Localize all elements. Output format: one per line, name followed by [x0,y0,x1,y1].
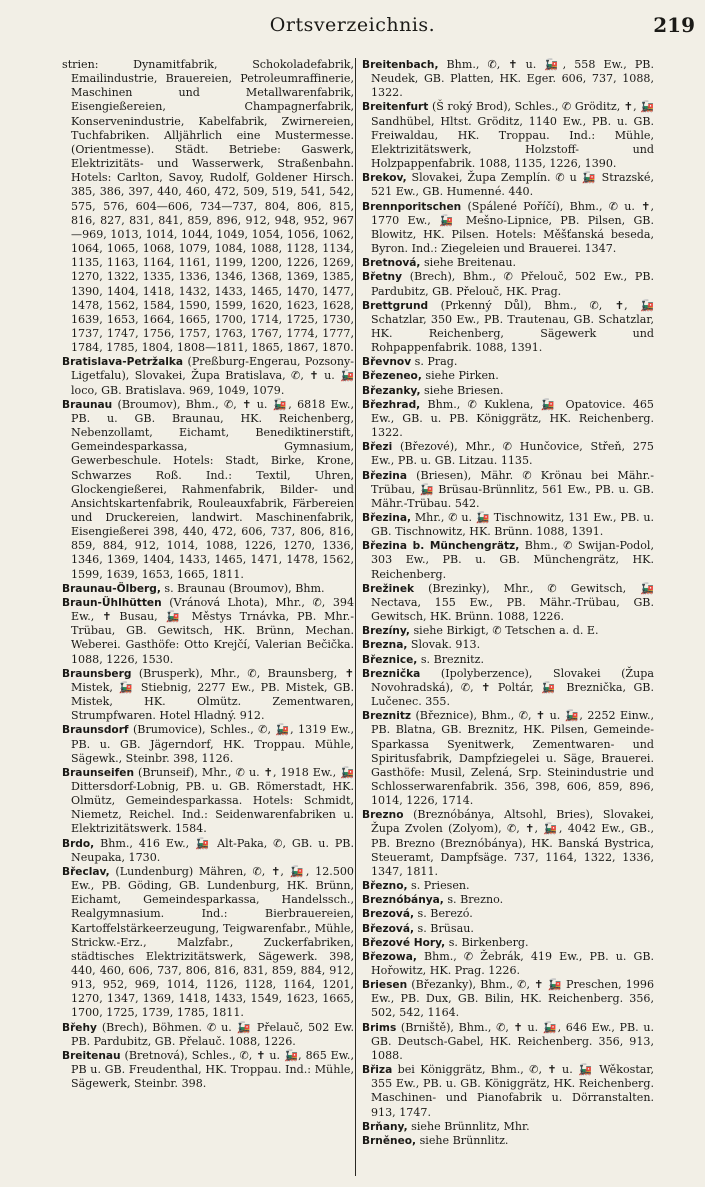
entry-place-name: Braunsberg [62,667,132,680]
entry-description: Bhm., 416 Ew., 🚂 Alt-Paka, ✆, GB. u. PB. Neupaka, 1730. [71,836,354,864]
entry-place-name: Breznóbánya, [362,894,444,907]
entry-description: (Březové), Mhr., ✆ Hunčovice, Střeň, 275 Ew., PB. u. GB. Litzau. 1135. [371,440,654,468]
directory-entry [362,808,654,879]
entry-description: siehe Briesen. [424,383,504,397]
entry-description: s. Prag. [414,355,458,369]
left-column [62,58,354,1176]
entry-description: (Vránová Lhota), Mhr., ✆, 394 Ew., ✝ Busau, 🚂 Městys Trnávka, PB. Mhr.-Trübau, GB. Gewitsch, HK. Brünn, Mechan. Weberei. Gasthöfe: Otto Krejčí, Valerian Bečička. 1088, 1226, 1530. [71,595,354,666]
directory-entry [62,582,354,596]
entry-description: siehe Pirken. [425,369,499,383]
entry-place-name: Bratislava-Petržalka [62,356,184,369]
entry-description: (Prkenný Důl), Bhm., ✆, ✝, 🚂 Schatzlar, 350 Ew., PB. Trautenau, GB. Schatzlar, HK. Reichenberg, Sägewerk und Rohpappenfabrik. 1088, 1391. [371,298,654,355]
directory-entry [362,1063,654,1120]
directory-entry [362,200,654,257]
directory-entry [62,58,354,355]
directory-entry [362,936,654,950]
directory-entry [62,865,354,1021]
directory-entry [62,1049,354,1091]
entry-description: (Březnice), Bhm., ✆, ✝ u. 🚂, 2252 Einw., PB. Blatna, GB. Breznitz, HK. Pilsen, Gemeinde-Sparkassa Syenitwerk, Zementwaren- und Spiritusfabrik, Dampfziegelei u. Säge, Brauerei. Gasthöfe: Musil, Zelená, Srp. Steinindustrie und Schlosserwarenfabrik. 356, 398, 606, 859, 896, 1014, 1226, 1714. [371,709,654,808]
directory-entry [362,1120,654,1134]
directory-entry [362,270,654,298]
entry-place-name: Briesen [362,979,408,992]
entry-description: Bhm., ✆ Žebrák, 419 Ew., PB. u. GB. Hořowitz, HK. Prag. 1226. [371,949,654,977]
directory-entry [362,398,654,440]
directory-entry [362,624,654,638]
entry-description: siehe Breitenau. [423,256,517,270]
directory-entry [362,653,654,667]
entry-description: (Brusperk), Mhr., ✆, Braunsberg, ✝ Mistek, 🚂 Stiebnig, 2277 Ew., PB. Mistek, GB. Mistek, HK. Olmütz. Zementwaren, Strumpfwaren. Hotel Hladný. 912. [71,666,354,723]
entry-description: strien: Dynamitfabrik, Schokoladefabrik, Emailindustrie, Brauereien, Petroleumraffinerie, Maschinen und Metallwarenfabrik, Eisengießereien, Champagnerfabrik, Konservenindustrie, Kabelfabrik, Zwirnereien, Tuchfabriken. Alljährlich eine Mustermesse. (Orientmesse). Städt. Betriebe: Gaswerk, Elektrizitäts- und Wasserwerk, Straßenbahn. Hotels: Carlton, Savoy, Rudolf, Goldener Hirsch. 385, 386, 397, 440, 460, 472, 509, 519, 541, 542, 575, 576, 604—606, 734—737, 804, 806, 815, 816, 827, 831, 841, 859, 896, 912, 948, 952, 967—969, 1013, 1014, 1044, 1049, 1054, 1056, 1062, 1064, 1065, 1068, 1079, 1084, 1088, 1128, 1134, 1135, 1163, 1164, 1161, 1199, 1200, 1226, 1269, 1270, 1322, 1335, 1336, 1346, 1368, 1369, 1385, 1390, 1404, 1418, 1432, 1433, 1465, 1470, 1477, 1478, 1562, 1584, 1590, 1599, 1620, 1623, 1628, 1639, 1653, 1664, 1665, 1700, 1714, 1725, 1730, 1737, 1747, 1756, 1757, 1763, 1767, 1774, 1777, 1784, 1785, 1804, 1808—1811, 1865, 1867, 1870. [62,58,354,355]
entry-description: s. Priesen. [411,879,470,893]
entry-place-name: Brezno [362,809,404,822]
entry-description: siehe Brünnlitz, Mhr. [411,1119,530,1133]
entry-place-name: Brekov, [362,172,407,185]
entry-description: (Bretnová), Schles., ✆, ✝ u. 🚂, 865 Ew., PB u. GB. Freudenthal, HK. Troppau. Ind.: Mühle, Sägewerk, Steinbr. 398. [71,1048,354,1091]
entry-place-name: Brezová, [362,908,415,921]
directory-entry [362,100,654,171]
entry-description: (Broumov), Bhm., ✆, ✝ u. 🚂, 6818 Ew., PB. u. GB. Braunau, HK. Reichenberg, Nebenzollamt, Eichamt, Benediktinerstift, Gemeindesparkassa, Gymnasium, Gewerbeschule. Hotels: Stadt, Birke, Krone, Schwarzes Roß. Ind.: Textil, Uhren, Glockengießerei, Rahmenfabrik, Bilder- und Ansichtskartenfabrik, Rouleauxfabrik, Färbereien und Druckereien, landwirt. Maschinenfabrik, Eisengießerei 398, 440, 472, 606, 737, 806, 816, 859, 884, 912, 1014, 1088, 1226, 1270, 1336, 1346, 1369, 1404, 1433, 1465, 1471, 1478, 1562, 1599, 1639, 1653, 1665, 1811. [71,397,354,581]
entry-place-name: Březno, [362,880,408,893]
directory-entry [362,950,654,978]
directory-entry [362,355,654,369]
entry-description: (Brezinky), Mhr., ✆ Gewitsch, 🚂 Nectava, 155 Ew., PB. Mähr.-Trübau, GB. Gewitsch, HK. Brünn. 1088, 1226. [371,581,654,624]
entry-description: (Breznóbánya, Altsohl, Bries), Slovakei, Župa Zvolen (Zolyom), ✆, ✝, 🚂, 4042 Ew., GB., PB. Brezno (Breznóbánya), HK. Banská Bystrica, Steueramt, Dampfsäge. 737, 1164, 1322, 1336, 1347, 1811. [371,808,654,878]
directory-entry [362,638,654,652]
entry-place-name: Břetny [362,271,402,284]
entry-place-name: Braunau [62,398,113,411]
directory-entry [62,398,354,582]
entry-place-name: Břevnov [362,356,412,369]
entry-description: Slovakei, Župa Zemplín. ✆ u 🚂 Strazské, 521 Ew., GB. Humenné. 440. [371,171,654,199]
entry-description: (Brumovice), Schles., ✆, 🚂, 1319 Ew., PB. u. GB. Jägerndorf, HK. Troppau. Mühle, Sägewk., Steinbr. 398, 1126. [71,723,354,765]
directory-entry [362,299,654,356]
entry-description: Slovak. 913. [410,638,481,652]
entry-description: s. Berezó. [417,907,473,921]
entry-place-name: Břeclav, [62,865,110,878]
right-column [362,58,654,1176]
entry-place-name: Březová, [362,922,415,935]
entry-place-name: Brněneo, [362,1134,417,1147]
entry-description: (Spálené Poříčí), Bhm., ✆ u. ✝, 1770 Ew., 🚂 Mešno-Lipnice, PB. Pilsen, GB. Blowitz, HK. Pilsen. Hotels: Měšťanská beseda, Byron. Ind.: Ziegeleien und Brauerei. 1347. [371,199,654,256]
directory-entry [62,596,354,667]
entry-description: (Brech), Böhmen. ✆ u. 🚂 Přelauč, 502 Ew. PB. Pardubitz, GB. Přelauč. 1088, 1226. [71,1020,354,1048]
entry-description: (Brniště), Bhm., ✆, ✝ u. 🚂, 646 Ew., PB. u. GB. Deutsch-Gabel, HK. Reichenberg. 356, 913, 1088. [371,1020,654,1062]
entry-place-name: Březhrad, [362,398,421,411]
directory-entry [362,511,654,539]
entry-place-name: Brezíny, [362,625,410,638]
entry-place-name: Braun-Ühlhütten [62,596,162,609]
entry-place-name: Braunau-Ölberg, [62,582,161,595]
entry-place-name: Breitenfurt [362,101,429,114]
entry-description: s. Birkenberg. [448,935,529,949]
directory-entry [362,1134,654,1148]
directory-entry [362,256,654,270]
directory-entry [362,879,654,893]
page-header [0,8,705,38]
entry-place-name: Breitenau [62,1049,121,1062]
entry-place-name: Březanky, [362,384,421,397]
directory-entry [62,837,354,865]
page-title: Ortsverzeichnis. [269,14,436,36]
entry-place-name: Břehy [62,1021,97,1034]
entry-place-name: Breitenbach, [362,59,439,71]
directory-entry [362,667,654,709]
directory-entry [362,469,654,511]
entry-description: Bhm., ✆ Swijan-Podol, 303 Ew., PB. u. GB. Münchengrätz, HK. Reichenberg. [371,539,654,581]
entry-description: (Brunseif), Mhr., ✆ u. ✝, 1918 Ew., 🚂 Dittersdorf-Lobnig, PB. u. GB. Römerstadt, HK. Olmütz, Gemeindesparkassa. Hotels: Schmidt, Niemetz, Reichel. Ind.: Seidenwarenfabriken u. Elektrizitätswerk. 1584. [71,765,354,836]
column-divider [355,58,356,1176]
entry-place-name: Březnice, [362,653,418,666]
entry-place-name: Březové Hory, [362,936,446,949]
entry-place-name: Březina, [362,512,411,524]
entry-place-name: Braunseifen [62,766,134,779]
entry-description: s. Brüsau. [417,921,474,935]
directory-entry [362,58,654,100]
entry-description: Bhm., ✆ Kuklena, 🚂 Opatovice. 465 Ew., GB. u. PB. Königgrätz, HK. Reichenberg. 1322. [371,397,654,440]
entry-description: s. Braunau (Broumov), Bhm. [164,581,325,595]
entry-description: s. Brezno. [447,893,504,907]
entry-place-name: Břiza [362,1064,393,1077]
entry-description: (Březanky), Bhm., ✆, ✝ 🚂 Preschen, 1996 Ew., PB. Dux, GB. Bilin, HK. Reichenberg. 356, 502, 542, 1164. [371,978,654,1020]
directory-entry [62,355,354,397]
entry-description: Bhm., ✆, ✝ u. 🚂, 558 Ew., PB. Neudek, GB. Platten, HK. Eger. 606, 737, 1088, 1322. [371,58,654,100]
entry-description: siehe Brünnlitz. [419,1133,509,1147]
entry-place-name: Braunsdorf [62,724,129,737]
directory-entry [362,384,654,398]
entry-description: (Š roký Brod), Schles., ✆ Gröditz, ✝, 🚂 Sandhübel, Hltst. Gröditz, 1140 Ew., PB. u. GB. Freiwaldau, HK. Troppau. Ind.: Mühle, Elektrizitätswerk, Holzstoff- und Holzpappenfabrik. 1088, 1135, 1226, 1390. [371,100,654,171]
directory-entry [362,907,654,921]
directory-entry [362,922,654,936]
directory-entry [62,766,354,837]
entry-description: siehe Birkigt, ✆ Tetschen a. d. E. [413,624,599,638]
directory-entry [362,709,654,808]
entry-description: s. Breznitz. [420,652,484,666]
entry-place-name: Brennporitschen [362,200,462,213]
directory-entry [362,440,654,468]
directory-entry [362,369,654,383]
entry-place-name: Březina [362,469,407,482]
entry-place-name: Březina b. Münchengrätz, [362,540,520,553]
entry-place-name: Bretnová, [362,257,421,270]
directory-entry [362,1021,654,1063]
directory-entry [62,667,354,724]
entry-place-name: Breznitz [362,710,412,723]
page-number: 219 [653,13,695,37]
entry-description: (Briesen), Mähr. ✆ Krönau bei Mähr.-Trübau, 🚂 Brüsau-Brünnlitz, 561 Ew., PB. u. GB. Mähr.-Trübau. 542. [371,468,654,510]
directory-entry [362,539,654,581]
entry-place-name: Březi [362,441,393,454]
entry-place-name: Brežinek [362,582,415,595]
entry-place-name: Březowa, [362,950,417,963]
directory-entry [62,723,354,765]
entry-place-name: Brňany, [362,1120,408,1133]
directory-entry [362,171,654,199]
directory-entry [362,893,654,907]
entry-place-name: Březeneo, [362,370,422,383]
entry-description: (Brech), Bhm., ✆ Přelouč, 502 Ew., PB. Pardubitz, GB. Přelouč, HK. Prag. [371,270,654,298]
entry-description: bei Königgrätz, Bhm., ✆, ✝ u. 🚂 Wěkostar, 355 Ew., PB. u. GB. Königgrätz, HK. Reichenberg. Maschinen- und Pianofabrik u. Dörranstalten. 913, 1747. [371,1063,654,1119]
entry-place-name: Brettgrund [362,299,429,312]
entry-description: Mhr., ✆ u. 🚂 Tischnowitz, 131 Ew., PB. u. GB. Tischnowitz, HK. Brünn. 1088, 1391. [371,511,654,539]
entry-description: (Ipolyberzence), Slovakei (Župa Novohradská), ✆, ✝ Poltár, 🚂 Breznička, GB. Lučenec. 355. [371,666,654,709]
entry-description: (Preßburg-Engerau, Pozsony-Ligetfalu), Slovakei, Župa Bratislava, ✆, ✝ u. 🚂 loco, GB. Bratislava. 969, 1049, 1079. [71,355,354,397]
entry-place-name: Brdo, [62,837,95,850]
entry-place-name: Breznička [362,667,421,680]
directory-entry [62,1021,354,1049]
entry-place-name: Brezna, [362,639,408,652]
entry-description: (Lundenburg) Mähren, ✆, ✝, 🚂, 12.500 Ew., PB. Göding, GB. Lundenburg, HK. Brünn, Eichamt, Gemeindesparkassa, Handelssch., Realgymnasium. Ind.: Bierbrauereien, Kartoffelstärkeerzeugung, Teigwarenfabr., Mühle, Strickw.-Erz., Malzfabr., Zuckerfabriken, städtisches Elektrizitätswerk, Sägewerk. 398, 440, 460, 606, 737, 806, 816, 831, 859, 884, 912, 913, 952, 969, 1014, 1126, 1128, 1164, 1201, 1270, 1347, 1369, 1418, 1433, 1549, 1623, 1665, 1700, 1725, 1739, 1785, 1811. [71,864,354,1020]
directory-entry [362,978,654,1020]
entry-place-name: Brims [362,1021,397,1034]
directory-entry [362,582,654,624]
